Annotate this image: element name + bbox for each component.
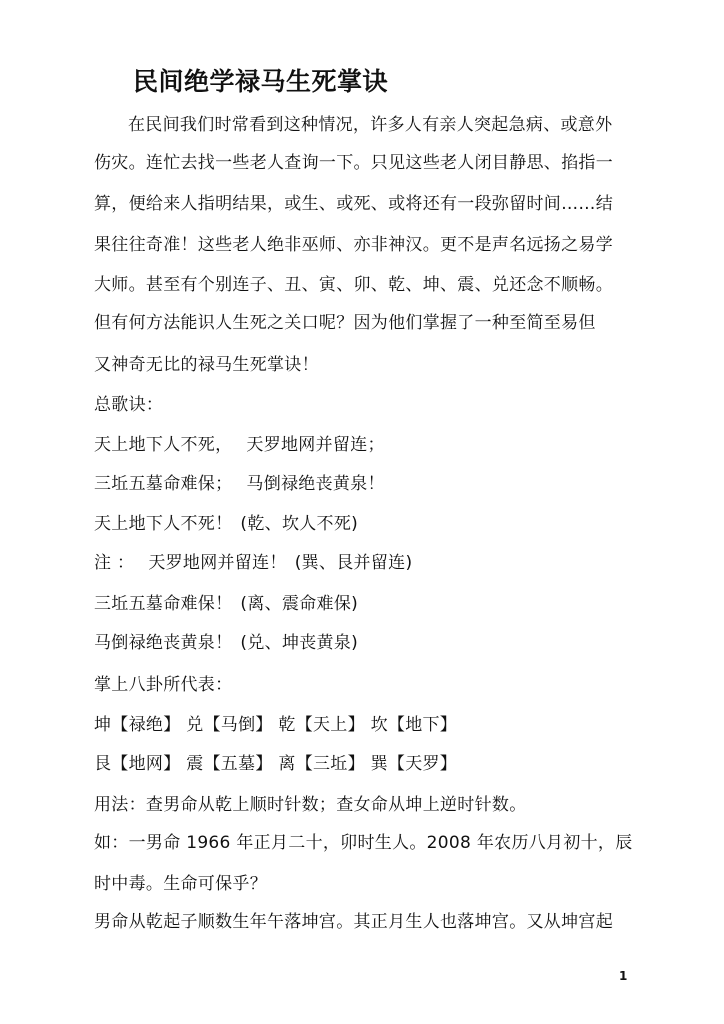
page-number: 1	[619, 969, 628, 983]
note-verse: 天上地下人不死！	[94, 514, 233, 534]
song-line-1	[94, 433, 385, 457]
note-explanation: (乾、坎人不死)	[240, 514, 359, 534]
paragraph-line: 果往往奇准！这些老人绝非巫师、亦非神汉。更不是声名远扬之易学	[94, 235, 613, 255]
note-line-4	[94, 631, 358, 655]
note-line-3	[94, 592, 358, 616]
song-heading: 总歌诀：	[94, 395, 164, 415]
note-line-1	[94, 512, 358, 536]
bagua-heading: 掌上八卦所代表：	[94, 675, 233, 695]
song-line-1-first: 天上地下人不死，	[94, 435, 233, 455]
note-verse: 马倒禄绝丧黄泉！	[94, 633, 233, 653]
song-line-2	[94, 472, 385, 496]
bagua-row-1: 坤【禄绝】 兑【马倒】 乾【天上】 坎【地下】	[94, 715, 458, 735]
note-explanation: (巽、艮并留连)	[294, 553, 413, 573]
last-line: 男命从乾起子顺数生年午落坤宫。其正月生人也落坤宫。又从坤宫起	[94, 912, 613, 932]
bagua-row-2: 艮【地网】 震【五墓】 离【三坵】 巽【天罗】	[94, 754, 458, 774]
paragraph-line: 伤灾。连忙去找一些老人查询一下。只见这些老人闭目静思、掐指一	[94, 153, 613, 173]
note-line-2	[94, 551, 412, 575]
example-line-2: 时中毒。生命可保乎？	[94, 874, 267, 894]
usage-text: 用法：查男命从乾上顺时针数；查女命从坤上逆时针数。	[94, 795, 527, 815]
note-verse: 三坵五墓命难保！	[94, 594, 233, 614]
song-line-1-second: 天罗地网并留连；	[246, 435, 385, 455]
paragraph-line: 在民间我们时常看到这种情况，许多人有亲人突起急病、或意外	[128, 115, 613, 135]
paragraph-line: 但有何方法能识人生死之关口呢？因为他们掌握了一种至简至易但	[94, 313, 596, 333]
song-line-2-first: 三坵五墓命难保；	[94, 474, 233, 494]
paragraph-line: 大师。甚至有个别连子、丑、寅、卯、乾、坤、震、兑还念不顺畅。	[94, 275, 613, 295]
note-explanation: (离、震命难保)	[240, 594, 359, 614]
note-prefix: 注 ：	[94, 553, 135, 573]
paragraph-line: 又神奇无比的禄马生死掌诀！	[94, 355, 319, 375]
page-title: 民间绝学禄马生死掌诀	[133, 67, 389, 96]
paragraph-line: 算，便给来人指明结果，或生、或死、或将还有一段弥留时间……结	[94, 194, 613, 214]
note-verse: 天罗地网并留连！	[148, 553, 287, 573]
song-line-2-second: 马倒禄绝丧黄泉！	[246, 474, 385, 494]
note-explanation: (兑、坤丧黄泉)	[240, 633, 359, 653]
example-line-1: 如：一男命 1966 年正月二十，卯时生人。2008 年农历八月初十，辰	[94, 833, 633, 853]
